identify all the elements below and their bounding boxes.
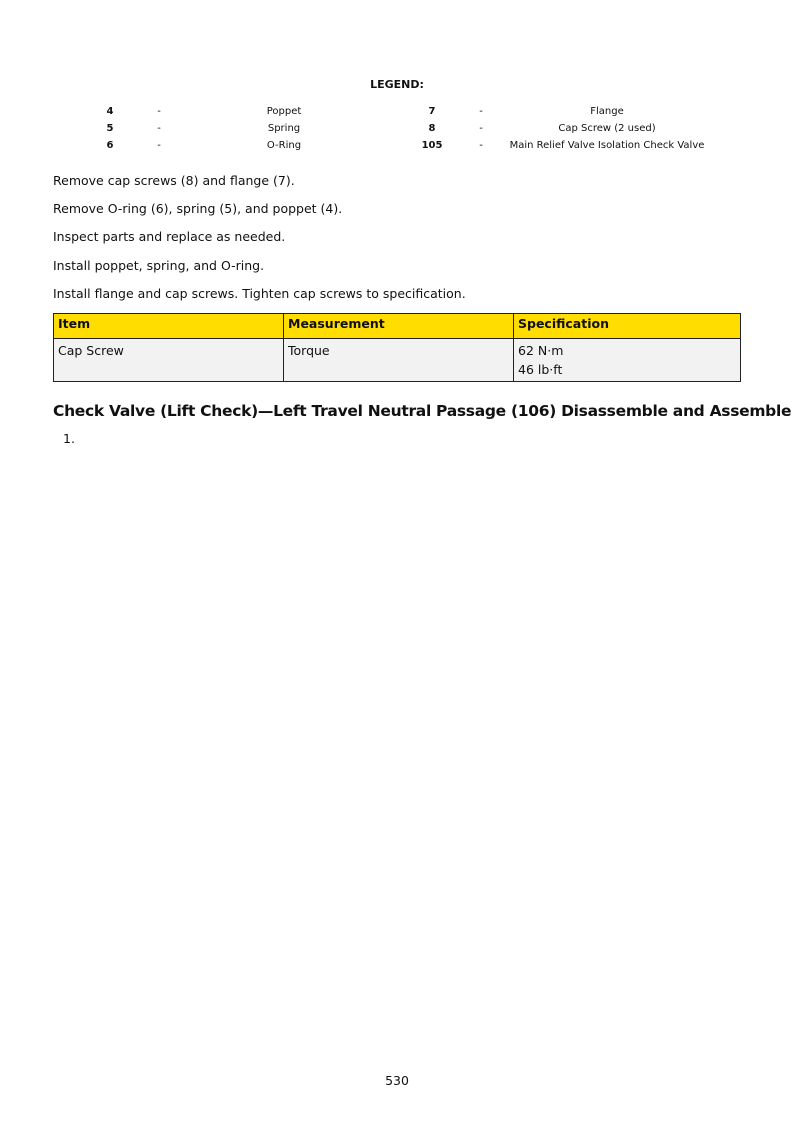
legend-dash: - [479, 140, 483, 151]
legend-item-number: 6 [106, 140, 114, 151]
legend-item-number: 4 [106, 106, 114, 117]
legend-item-label: Main Relief Valve Isolation Check Valve [509, 140, 705, 151]
legend-dash: - [157, 123, 161, 134]
instruction-remove-oring: Remove O-ring (6), spring (5), and poppet (4). [53, 201, 343, 216]
table-header-row [54, 314, 741, 339]
step-number: 1. [63, 431, 75, 446]
legend-title: LEGEND: [370, 78, 424, 91]
legend-dash: - [157, 140, 161, 151]
table-row [54, 339, 741, 382]
column-header-specification: Specification [514, 314, 741, 339]
page-number: 530 [385, 1073, 409, 1088]
legend-row [0, 106, 794, 122]
legend-item-label: O-Ring [266, 140, 302, 151]
legend-item-number: 7 [428, 106, 436, 117]
legend-row [0, 123, 794, 139]
column-header-measurement: Measurement [284, 314, 514, 339]
legend-item-number: 105 [421, 140, 443, 151]
legend-dash: - [479, 106, 483, 117]
instruction-inspect-parts: Inspect parts and replace as needed. [53, 229, 286, 244]
specification-table [53, 313, 741, 382]
legend-item-number: 5 [106, 123, 114, 134]
legend-item-number: 8 [428, 123, 436, 134]
legend-item-label: Cap Screw (2 used) [558, 123, 656, 134]
legend-dash: - [479, 123, 483, 134]
spec-value-imperial: 46 lb·ft [518, 362, 563, 377]
cell-item: Cap Screw [54, 339, 284, 382]
legend-row [0, 140, 794, 156]
spec-value-metric: 62 N·m [518, 343, 564, 358]
legend-item-label: Spring [267, 123, 301, 134]
instruction-install-flange: Install flange and cap screws. Tighten cap screws to specification. [53, 286, 466, 301]
cell-measurement: Torque [284, 339, 514, 382]
legend-item-label: Poppet [266, 106, 302, 117]
column-header-item: Item [54, 314, 284, 339]
legend-item-label: Flange [590, 106, 624, 117]
cell-specification [514, 339, 741, 382]
instruction-remove-cap-screws: Remove cap screws (8) and flange (7). [53, 173, 295, 188]
legend-dash: - [157, 106, 161, 117]
section-heading: Check Valve (Lift Check)—Left Travel Neutral Passage (106) Disassemble and Assemble [53, 402, 792, 420]
instruction-install-poppet: Install poppet, spring, and O-ring. [53, 258, 265, 273]
